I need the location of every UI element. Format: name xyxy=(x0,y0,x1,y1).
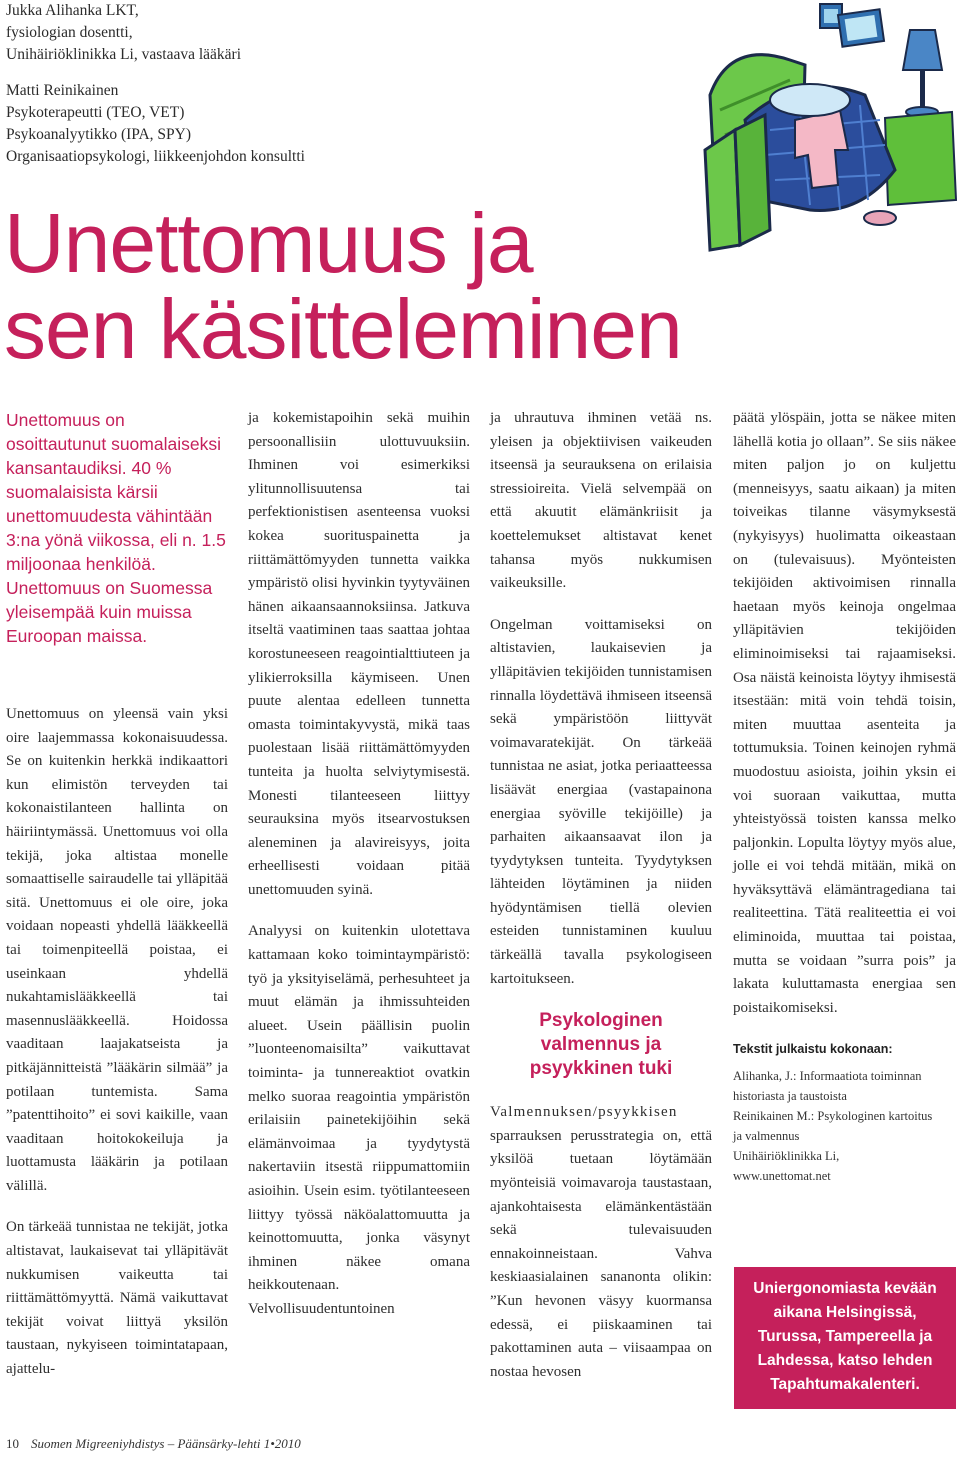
credits-title: Tekstit julkaistu kokonaan: xyxy=(733,1042,893,1057)
promo-box xyxy=(734,1267,956,1409)
author-2-line: Psykoterapeutti (TEO, VET) xyxy=(6,104,185,121)
paragraph xyxy=(490,1101,712,1384)
promo-line: Lahdessa, katso lehden xyxy=(757,1352,933,1369)
publication-name: Suomen Migreeniyhdistys – Päänsärky-lehti 1•2010 xyxy=(31,1436,301,1451)
author-2-line: Matti Reinikainen xyxy=(6,82,119,99)
column-3 xyxy=(490,407,712,1402)
credits xyxy=(733,1038,956,1186)
section-heading: Psykologinen valmennus ja psyykkinen tuki xyxy=(529,1010,673,1080)
column-4 xyxy=(733,407,956,1186)
page-number: 10 xyxy=(6,1436,19,1451)
title-line-1: Unettomuus ja xyxy=(4,196,533,290)
lead-in-text: Valmennuksen/psyykkisen xyxy=(490,1104,678,1121)
credits-line: ja valmennus xyxy=(733,1129,800,1144)
paragraph: ja uhrautuva ihminen vetää ns. yleisen ja objektiivisen vaikeuden itseensä ja seurauksena on erilaisia stressioireita. Vielä selvempää on että akuutit elämänkriisit ja koettelemukset altistavat kenet tahansa myös nukkumisen vaikeuksille. xyxy=(490,410,712,592)
credits-line: Unihäiriöklinikka Li, xyxy=(733,1149,840,1164)
title-line-2: sen käsitteleminen xyxy=(4,282,682,376)
paragraph: päätä ylöspäin, jotta se näkee miten lähellä kotia jo ollaan”. Se siis näkee miten paljon jo on kuljettu (menneisyys, saatu aikaan) ja miten toiveikas tilanne väsymyksestä (nykyisyys) huolimatta oikeastaan on (tulevaisuus). Myönteisten tekijöiden aktivoimisen rinnalla haetaan myös keinoja ongelmaa ylläpitävien tekijöiden eliminoimiseksi tai rajaamiseksi. Osa näistä keinoista löytyy ihmisestä itsestään: mitä voin tehdä toisin, miten muuttaa asenteita ja tottumuksia. Toinen keinojen ryhmä muodostuu asioista, joihin yksin ei voi suoraan vaikuttaa, mutta yhteistyössä toisten kanssa melko paljonkin. Lopulta löytyy myös alue, jolle ei voi tehdä mitään, mikä on hyväksyttävä elämäntragediana tai realiteettina. Tätä realiteettia ei voi eliminoida, muuttaa tai poistaa, mutta se voidaan ”surra pois” ja lakata kuluttamasta energiaa sen poistaikomiseksi. xyxy=(733,410,956,1016)
author-1-line: Unihäiriöklinikka Li, vastaava lääkäri xyxy=(6,46,241,63)
author-2 xyxy=(6,80,646,168)
paragraph: Unettomuus on yleensä vain yksi oire laajemmassa kokonaisuudessa. Se on kuitenkin herkkä indikaattori kun elimistön terveyden tai kokonaistilanteen hallinta on häiriintymässä. Unettomuus voi olla tekijä, joka altistaa monelle somaattiselle sairaudelle tai ylläpitää sitä. Unettomuus ei ole oire, joka voidaan nopeasti yhdellä lääkkeellä tai toimenpiteellä poistaa, ei useinkaan yhdellä nukahtamislääkkeellä tai masennuslääkkeellä. Hoidossa vaaditaan laajakatseista ja pitkäjännitteistä ”lääkärin silmää” ja potilaan tuntemista. Sama ”patenttihoito” ei sovi kaikille, vaan vaaditaan hoitokokeiluja ja luottamusta lääkärin ja potilaan välillä. xyxy=(6,706,228,1194)
author-2-line: Psykoanalyytikko (IPA, SPY) xyxy=(6,126,192,143)
promo-line: Tapahtumakalenteri. xyxy=(770,1376,920,1393)
author-1 xyxy=(6,0,646,66)
paragraph: Analyysi on kuitenkin ulotettava kattamaan koko toimintaympäristö: työ ja yksityiselämä, perhesuhteet ja muut elämän ja ihmissuhteiden alueet. Usein päällisin puolin ”luonteenomaisilta” vaikuttavat toiminta- ja tunnereaktiot ovatkin melko suoraa reagointia ympäristön erilaisiin painetekijöihin sekä elämänvoimaa ja tyydytystä nakertaviin itsestä riippumattomiin asioihin. Usein esim. työtilanteeseen liittyy työssä näköalattomuutta ja keinottomuutta, jonka väsynyt ihminen näkee omana heikkoutenaan. Velvollisuudentuntoinen xyxy=(248,923,470,1317)
article-title xyxy=(4,196,724,376)
promo-line: Turussa, Tampereella ja xyxy=(757,1328,933,1345)
credits-link[interactable]: www.unettomat.net xyxy=(733,1169,831,1184)
column-2 xyxy=(248,407,470,1340)
credits-line: Alihanka, J.: Informaatiota toiminnan xyxy=(733,1069,922,1084)
author-1-line: fysiologian dosentti, xyxy=(6,24,133,41)
bed-illustration-icon xyxy=(690,0,960,300)
paragraph-rest: sparrauksen perusstrategia on, että yksilöä tuetaan löytämään myönteisiä voimavaroja taustastaan, ajankohtaisesta elämänkentästään sekä tulevaisuuden ennakoinneistaan. Vahva keskiaasialainen sananonta olikin: ”Kun hevonen väsyy kuormansa edessä, ei piiskaaminen tai pakottaminen auta – viisaampaa on nostaa hevosen xyxy=(490,1127,712,1380)
column-1 xyxy=(6,703,228,1400)
promo-line: Uniergonomiasta kevään xyxy=(753,1280,937,1297)
author-info xyxy=(6,0,646,182)
lede-text: Unettomuus on osoittautunut suomalaiseksi kansantaudiksi. 40 % suomalaisista kärsii unettomuudesta vähintään 3:na yönä viikossa, eli n. 1.5 miljoonaa henkilöä. Unettomuus on Suomessa yleisempää kuin muissa Euroopan maissa. xyxy=(6,410,226,646)
author-2-line: Organisaatiopsykologi, liikkeenjohdon konsultti xyxy=(6,148,305,165)
credits-line: Reinikainen M.: Psykologinen kartoitus xyxy=(733,1109,933,1124)
paragraph: Ongelman voittamiseksi on altistavien, laukaisevien ja ylläpitävien tekijöiden tunnistamisen rinnalla löydettävä ihmiseen itseensä sekä ympäristöön liittyvät voimavaratekijät. On tärkeää tunnistaa ne asiat, jotka periaatteessa lisäävät energiaa (vastapainona energiaa syöville tekijöille) ja parhaiten aikaansaavat ilon ja tyydytyksen tunteita. Tyydytyksen lähteiden löytäminen ja niiden hyödyntämisen tiellä olevien esteiden tunnistaminen kuuluu tärkeällä tavalla psykologiseen kartoitukseen. xyxy=(490,616,712,987)
page-footer xyxy=(6,1436,506,1452)
paragraph: ja kokemistapoihin sekä muihin persoonallisiin ulottuvuuksiin. Ihminen voi esimerkiksi ylitunnollisuutensa tai perfektionistisen asenteensa vuoksi kokea suorituspainetta ja riittämättömyyden tunnetta vaikka ympäristö olisi hyvinkin tyytyväinen hänen aikaansaannoksiinsa. Jatkuva itseltä vaatiminen taas saattaa johtaa korostuneeseen reagointialttiuteen ja ylikierroksilla käymiseen. Unen puute alentaa edelleen tunnetta omasta toimintakyvystä, mikä taas puolestaan lisää riittämättömyyden tunteita ja huolta selviytymisestä. Monesti tilanteeseen liittyy seurauksina myös itsearvostuksen aleneminen ja alavireisyys, joita erheellisesti voidaan pitää unettomuuden syinä. xyxy=(248,410,470,898)
promo-line: aikana Helsingissä, xyxy=(773,1304,917,1321)
credits-line: historiasta ja taustoista xyxy=(733,1089,847,1104)
author-1-line: Jukka Alihanka LKT, xyxy=(6,2,139,19)
paragraph: On tärkeää tunnistaa ne tekijät, jotka altistavat, laukaisevat tai ylläpitävät nukkumisen vaikeutta tai riittämättömyyttä. Nämä vaikuttavat tekijät voivat liittyä yksilön taustaan, nykyiseen toimintatapaan, ajattelu- xyxy=(6,1219,228,1378)
